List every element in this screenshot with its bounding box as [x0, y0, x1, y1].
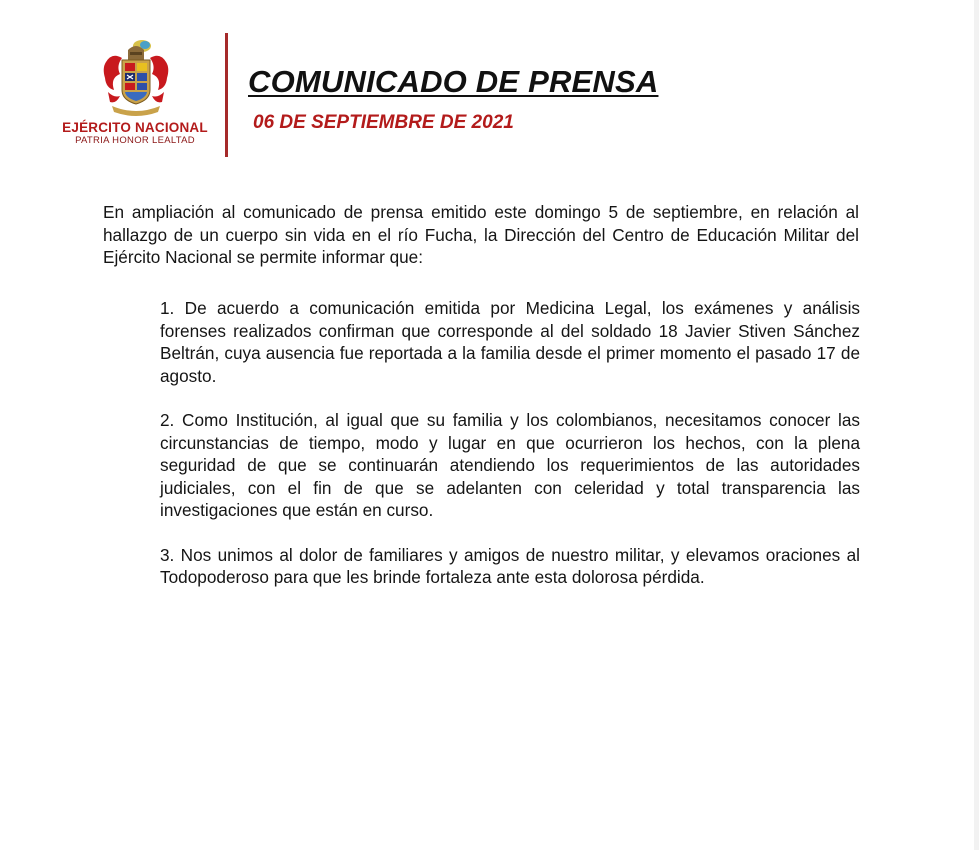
document-title: COMUNICADO DE PRENSA — [248, 64, 659, 99]
point-1: 1. De acuerdo a comunicación emitida por Medicina Legal, los exámenes y análisis forenses realizados confirman que corresponde al del soldado 18 Javier Stiven Sánchez Beltrán, cuya ausencia fue reportada a la familia desde el primer momento el pasado 17 de agosto. — [160, 298, 860, 386]
organization-name: EJÉRCITO NACIONAL — [62, 120, 208, 135]
organization-logo — [52, 38, 222, 153]
page-edge — [974, 0, 979, 850]
coat-of-arms-icon — [102, 38, 170, 118]
point-3: 3. Nos unimos al dolor de familiares y amigos de nuestro militar, y elevamos oraciones al Todopoderoso para que les brinde fortaleza ante esta dolorosa pérdida. — [160, 544, 860, 587]
organization-motto: PATRIA HONOR LEALTAD — [75, 135, 195, 146]
point-2: 2. Como Institución, al igual que su familia y los colombianos, necesitamos conocer las circunstancias de tiempo, modo y lugar en que ocurrieron los hechos, con la plena seguridad de que se continuarán atendiendo los requerimientos de las autoridades judiciales, con el fin de que se adelanten con celeridad y total transparencia las investigaciones que están en curso. — [160, 410, 860, 520]
intro-paragraph: En ampliación al comunicado de prensa emitido este domingo 5 de septiembre, en relación al hallazgo de un cuerpo sin vida en el río Fucha, la Dirección del Centro de Educación Militar del Ejército Nacional se permite informar que: — [103, 202, 859, 268]
numbered-points — [160, 297, 860, 611]
document-date: 06 DE SEPTIEMBRE DE 2021 — [253, 112, 514, 133]
header-divider — [225, 33, 228, 157]
